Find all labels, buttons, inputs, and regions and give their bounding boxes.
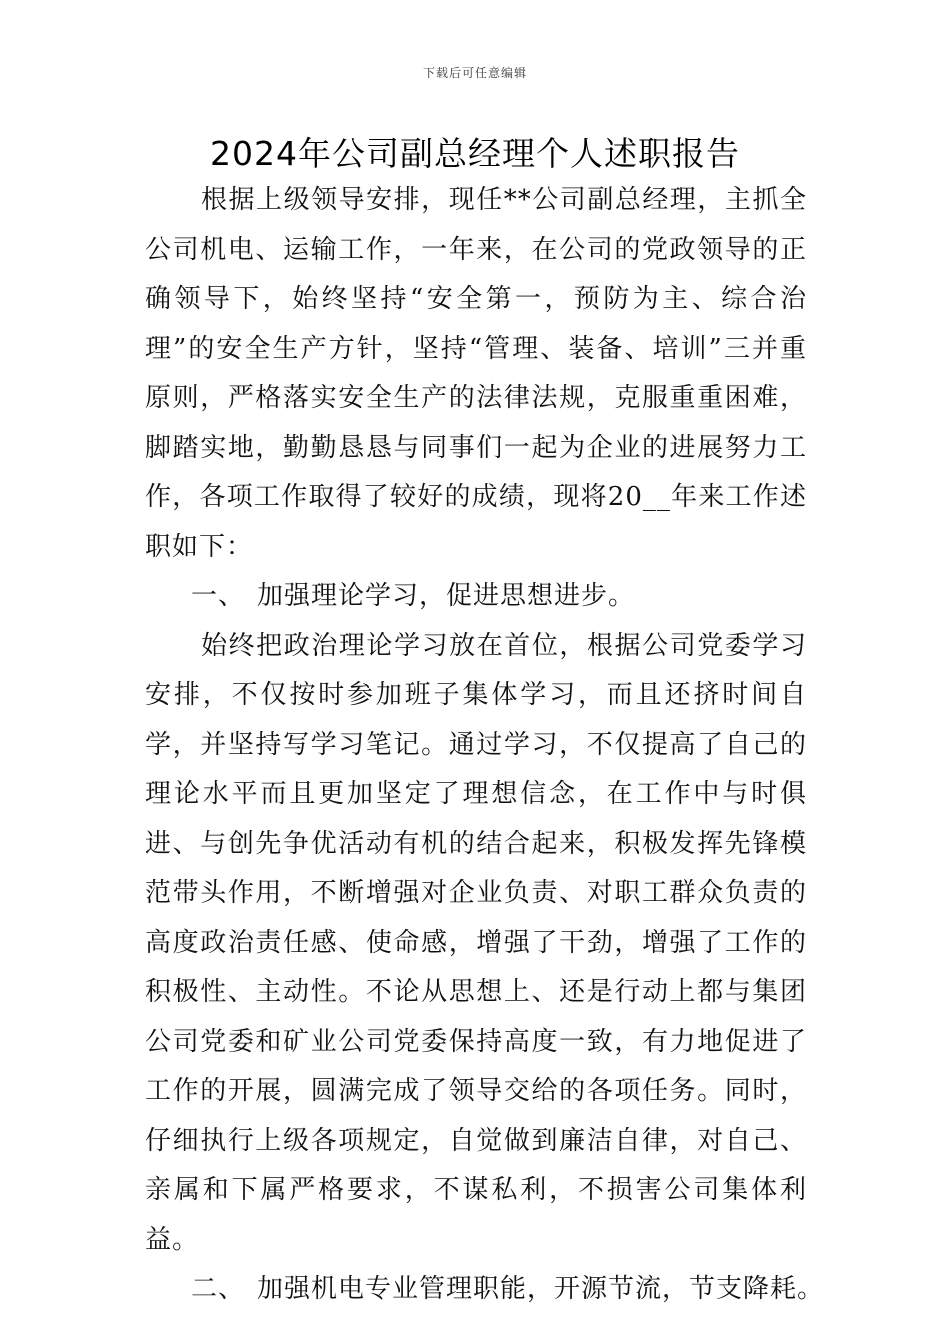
section-number-2: 二、 — [191, 1274, 246, 1304]
section-heading-1 — [145, 572, 807, 622]
header-note: 下载后可任意编辑 — [422, 66, 527, 80]
section-title-2: 加强机电专业管理职能，开源节流，节支降耗。 — [257, 1274, 825, 1304]
section-title-1: 加强理论学习，促进思想进步。 — [257, 581, 636, 611]
section-number-1: 一、 — [191, 581, 246, 611]
section-1-paragraph: 始终把政治理论学习放在首位，根据公司党委学习安排，不仅按时参加班子集体学习，而且还挤时间自学，并坚持写学习笔记。通过学习，不仅提高了自己的理论水平而且更加坚定了理想信念，在工作中与时俱进、与创先争优活动有机的结合起来，积极发挥先锋模范带头作用，不断增强对企业负责、对职工群众负责的高度政治责任感、使命感，增强了干劲，增强了工作的积极性、主动性。不论从思想上、还是行动上都与集团公司党委和矿业公司党委保持高度一致，有力地促进了工作的开展，圆满完成了领导交给的各项任务。同时，仔细执行上级各项规定，自觉做到廉洁自律，对自己、亲属和下属严格要求，不谋私利，不损害公司集体利益。 — [145, 630, 807, 1255]
intro-paragraph: 根据上级领导安排，现任**公司副总经理，主抓全公司机电、运输工作，一年来，在公司的党政领导的正确领导下，始终坚持“安全第一，预防为主、综合治理”的安全生产方针，坚持“管理、装备、培训”三并重原则，严格落实安全生产的法律法规，克服重重困难，脚踏实地，勤勤恳恳与同事们一起为企业的进展努力工作，各项工作取得了较好的成绩，现将20__年来工作述职如下： — [145, 185, 807, 562]
document-body — [145, 176, 825, 1315]
document-title: 2024年公司副总经理个人述职报告 — [210, 134, 740, 173]
section-heading-2 — [145, 1265, 825, 1315]
